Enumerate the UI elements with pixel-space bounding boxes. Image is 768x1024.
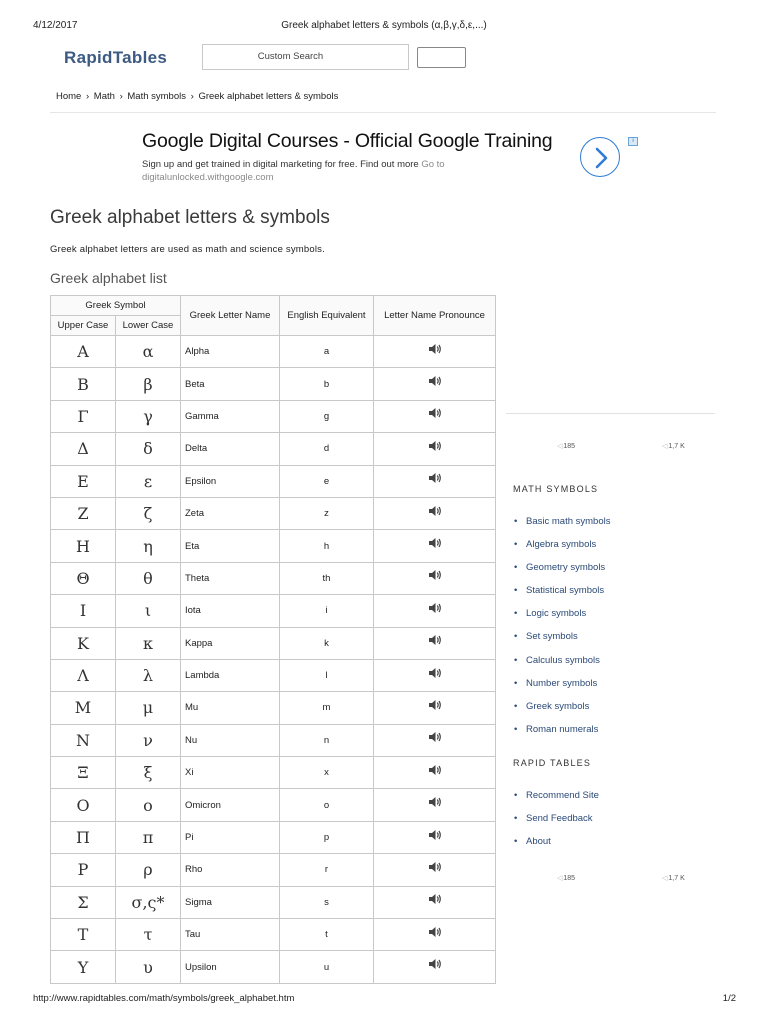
speaker-icon[interactable] — [428, 699, 442, 711]
pronounce-cell — [374, 627, 496, 659]
math-symbols-link[interactable]: • Basic math symbols — [514, 516, 610, 539]
header-upper-case: Upper Case — [51, 316, 116, 336]
ad-description: Sign up and get trained in digital marketing for free. Find out more — [142, 159, 419, 170]
speaker-icon[interactable] — [428, 537, 442, 549]
upper-case-letter: Ο — [51, 789, 116, 821]
english-equivalent: t — [280, 919, 374, 951]
math-symbols-link[interactable]: • Set symbols — [514, 631, 610, 654]
lower-case-letter: θ — [116, 562, 181, 594]
math-symbols-link[interactable]: • Statistical symbols — [514, 585, 610, 608]
pronounce-cell — [374, 854, 496, 886]
share-count-left-bottom[interactable]: ◁185 — [557, 875, 576, 882]
lower-case-letter: σ,ς* — [116, 886, 181, 918]
upper-case-letter: Ξ — [51, 757, 116, 789]
upper-case-letter: Λ — [51, 659, 116, 691]
ad-info-icon[interactable]: i — [628, 137, 638, 146]
pronounce-cell — [374, 562, 496, 594]
upper-case-letter: Ε — [51, 465, 116, 497]
table-row — [51, 659, 496, 691]
english-equivalent: h — [280, 530, 374, 562]
table-row — [51, 724, 496, 756]
lower-case-letter: κ — [116, 627, 181, 659]
header-divider — [50, 112, 716, 113]
english-equivalent: m — [280, 692, 374, 724]
table-row — [51, 627, 496, 659]
speaker-icon[interactable] — [428, 893, 442, 905]
english-equivalent: b — [280, 368, 374, 400]
letter-name: Zeta — [181, 497, 280, 529]
english-equivalent: g — [280, 400, 374, 432]
search-input[interactable]: Custom Search — [202, 44, 409, 70]
pronounce-cell — [374, 530, 496, 562]
table-row — [51, 919, 496, 951]
upper-case-letter: Α — [51, 336, 116, 368]
english-equivalent: x — [280, 757, 374, 789]
english-equivalent: o — [280, 789, 374, 821]
section-subtitle: Greek alphabet list — [50, 270, 167, 286]
rapid-tables-heading: RAPID TABLES — [513, 758, 592, 768]
english-equivalent: r — [280, 854, 374, 886]
speaker-icon[interactable] — [428, 505, 442, 517]
breadcrumb-separator: › — [119, 91, 123, 102]
table-row — [51, 433, 496, 465]
upper-case-letter: Μ — [51, 692, 116, 724]
lower-case-letter: ζ — [116, 497, 181, 529]
pronounce-cell — [374, 368, 496, 400]
search-button[interactable] — [417, 47, 466, 68]
letter-name: Alpha — [181, 336, 280, 368]
lower-case-letter: μ — [116, 692, 181, 724]
pronounce-cell — [374, 821, 496, 853]
math-symbols-link[interactable]: • Algebra symbols — [514, 539, 610, 562]
table-row — [51, 789, 496, 821]
english-equivalent: l — [280, 659, 374, 691]
math-symbols-link[interactable]: • Geometry symbols — [514, 562, 610, 585]
upper-case-letter: Π — [51, 821, 116, 853]
english-equivalent: u — [280, 951, 374, 983]
speaker-icon[interactable] — [428, 764, 442, 776]
pronounce-cell — [374, 595, 496, 627]
english-equivalent: z — [280, 497, 374, 529]
lower-case-letter: τ — [116, 919, 181, 951]
math-symbols-link[interactable]: • Calculus symbols — [514, 655, 610, 678]
pronounce-cell — [374, 336, 496, 368]
chevron-right-icon — [581, 138, 621, 178]
upper-case-letter: Β — [51, 368, 116, 400]
speaker-icon[interactable] — [428, 667, 442, 679]
upper-case-letter: Ι — [51, 595, 116, 627]
pronounce-cell — [374, 465, 496, 497]
pronounce-cell — [374, 757, 496, 789]
greek-alphabet-table — [50, 295, 496, 984]
ad-text — [142, 158, 482, 184]
pronounce-cell — [374, 886, 496, 918]
letter-name: Delta — [181, 433, 280, 465]
lower-case-letter: η — [116, 530, 181, 562]
ad-title[interactable]: Google Digital Courses - Official Google Training — [142, 130, 553, 152]
share-count-right-bottom[interactable]: ◁1,7 K — [662, 875, 685, 882]
pronounce-cell — [374, 789, 496, 821]
lower-case-letter: π — [116, 821, 181, 853]
header-english: English Equivalent — [280, 296, 374, 336]
upper-case-letter: Σ — [51, 886, 116, 918]
print-date: 4/12/2017 — [33, 20, 78, 31]
breadcrumb — [56, 91, 338, 102]
upper-case-letter: Θ — [51, 562, 116, 594]
lower-case-letter: ι — [116, 595, 181, 627]
upper-case-letter: Δ — [51, 433, 116, 465]
lower-case-letter: λ — [116, 659, 181, 691]
letter-name: Epsilon — [181, 465, 280, 497]
math-symbols-link[interactable]: • Number symbols — [514, 678, 610, 701]
upper-case-letter: Τ — [51, 919, 116, 951]
site-logo[interactable]: RapidTables — [64, 48, 168, 67]
letter-name: Sigma — [181, 886, 280, 918]
speaker-icon[interactable] — [428, 407, 442, 419]
rapid-tables-link[interactable]: • Recommend Site — [514, 790, 599, 813]
upper-case-letter: Γ — [51, 400, 116, 432]
pronounce-cell — [374, 919, 496, 951]
pronounce-cell — [374, 433, 496, 465]
ad-url[interactable]: Go to digitalunlocked.withgoogle.com — [142, 159, 445, 183]
breadcrumb-math[interactable]: Math — [93, 91, 115, 102]
table-row — [51, 692, 496, 724]
letter-name: Kappa — [181, 627, 280, 659]
breadcrumb-separator: › — [190, 91, 194, 102]
speaker-icon[interactable] — [428, 602, 442, 614]
header-letter-name: Greek Letter Name — [181, 296, 280, 336]
english-equivalent: s — [280, 886, 374, 918]
rapid-tables-link[interactable]: • About — [514, 836, 599, 859]
english-equivalent: p — [280, 821, 374, 853]
upper-case-letter: Ρ — [51, 854, 116, 886]
speaker-icon[interactable] — [428, 829, 442, 841]
pronounce-cell — [374, 951, 496, 983]
table-row — [51, 886, 496, 918]
footer-url: http://www.rapidtables.com/math/symbols/greek_alphabet.htm — [33, 993, 295, 1004]
math-symbols-link[interactable]: • Roman numerals — [514, 724, 610, 747]
print-title: Greek alphabet letters & symbols (α,β,γ,δ,ε,...) — [281, 20, 487, 31]
table-row — [51, 400, 496, 432]
letter-name: Gamma — [181, 400, 280, 432]
pronounce-cell — [374, 659, 496, 691]
lower-case-letter: ρ — [116, 854, 181, 886]
lower-case-letter: ξ — [116, 757, 181, 789]
upper-case-letter: Η — [51, 530, 116, 562]
table-row — [51, 951, 496, 983]
footer-page-number: 1/2 — [722, 993, 736, 1004]
breadcrumb-separator: › — [85, 91, 90, 102]
speaker-icon[interactable] — [428, 731, 442, 743]
share-count-right[interactable]: ◁1,7 K — [662, 443, 685, 450]
table-row — [51, 530, 496, 562]
letter-name: Omicron — [181, 789, 280, 821]
upper-case-letter: Κ — [51, 627, 116, 659]
intro-text: Greek alphabet letters are used as math and science symbols. — [50, 244, 325, 255]
header-greek-symbol: Greek Symbol — [51, 296, 181, 316]
breadcrumb-math-symbols[interactable]: Math symbols — [127, 91, 186, 102]
speaker-icon[interactable] — [428, 440, 442, 452]
lower-case-letter: ε — [116, 465, 181, 497]
english-equivalent: i — [280, 595, 374, 627]
speaker-icon[interactable] — [428, 634, 442, 646]
speaker-icon[interactable] — [428, 343, 442, 355]
lower-case-letter: α — [116, 336, 181, 368]
lower-case-letter: γ — [116, 400, 181, 432]
english-equivalent: e — [280, 465, 374, 497]
upper-case-letter: Ζ — [51, 497, 116, 529]
header-pronounce: Letter Name Pronounce — [374, 296, 496, 336]
lower-case-letter: β — [116, 368, 181, 400]
letter-name: Mu — [181, 692, 280, 724]
table-row — [51, 368, 496, 400]
english-equivalent: k — [280, 627, 374, 659]
pronounce-cell — [374, 400, 496, 432]
speaker-icon[interactable] — [428, 375, 442, 387]
pronounce-cell — [374, 724, 496, 756]
rapid-tables-link[interactable]: • Send Feedback — [514, 813, 599, 836]
breadcrumb-current: Greek alphabet letters & symbols — [198, 91, 339, 102]
english-equivalent: d — [280, 433, 374, 465]
math-symbols-link[interactable]: • Logic symbols — [514, 608, 610, 631]
english-equivalent: a — [280, 336, 374, 368]
table-row — [51, 465, 496, 497]
speaker-icon[interactable] — [428, 958, 442, 970]
letter-name: Xi — [181, 757, 280, 789]
pronounce-cell — [374, 497, 496, 529]
ad-arrow-button[interactable] — [580, 137, 620, 177]
letter-name: Theta — [181, 562, 280, 594]
letter-name: Eta — [181, 530, 280, 562]
english-equivalent: th — [280, 562, 374, 594]
math-symbols-links — [514, 516, 610, 747]
pronounce-cell — [374, 692, 496, 724]
lower-case-letter: δ — [116, 433, 181, 465]
sidebar-divider — [506, 413, 715, 414]
speaker-icon[interactable] — [428, 861, 442, 873]
table-row — [51, 821, 496, 853]
letter-name: Pi — [181, 821, 280, 853]
speaker-icon[interactable] — [428, 569, 442, 581]
speaker-icon[interactable] — [428, 796, 442, 808]
letter-name: Tau — [181, 919, 280, 951]
letter-name: Iota — [181, 595, 280, 627]
math-symbols-heading: MATH SYMBOLS — [513, 484, 599, 494]
speaker-icon[interactable] — [428, 926, 442, 938]
letter-name: Upsilon — [181, 951, 280, 983]
ad-banner[interactable] — [142, 130, 642, 184]
lower-case-letter: υ — [116, 951, 181, 983]
letter-name: Beta — [181, 368, 280, 400]
speaker-icon[interactable] — [428, 472, 442, 484]
share-count-left[interactable]: ◁185 — [557, 443, 576, 450]
table-row — [51, 497, 496, 529]
breadcrumb-home[interactable]: Home — [56, 91, 82, 102]
letter-name: Rho — [181, 854, 280, 886]
rapid-tables-links — [514, 790, 599, 859]
lower-case-letter: ο — [116, 789, 181, 821]
math-symbols-link[interactable]: • Greek symbols — [514, 701, 610, 724]
table-row — [51, 595, 496, 627]
letter-name: Nu — [181, 724, 280, 756]
lower-case-letter: ν — [116, 724, 181, 756]
header-lower-case: Lower Case — [116, 316, 181, 336]
english-equivalent: n — [280, 724, 374, 756]
letter-name: Lambda — [181, 659, 280, 691]
table-row — [51, 562, 496, 594]
table-row — [51, 854, 496, 886]
table-row — [51, 757, 496, 789]
table-row — [51, 336, 496, 368]
page-title: Greek alphabet letters & symbols — [50, 207, 330, 228]
upper-case-letter: Ν — [51, 724, 116, 756]
upper-case-letter: Υ — [51, 951, 116, 983]
